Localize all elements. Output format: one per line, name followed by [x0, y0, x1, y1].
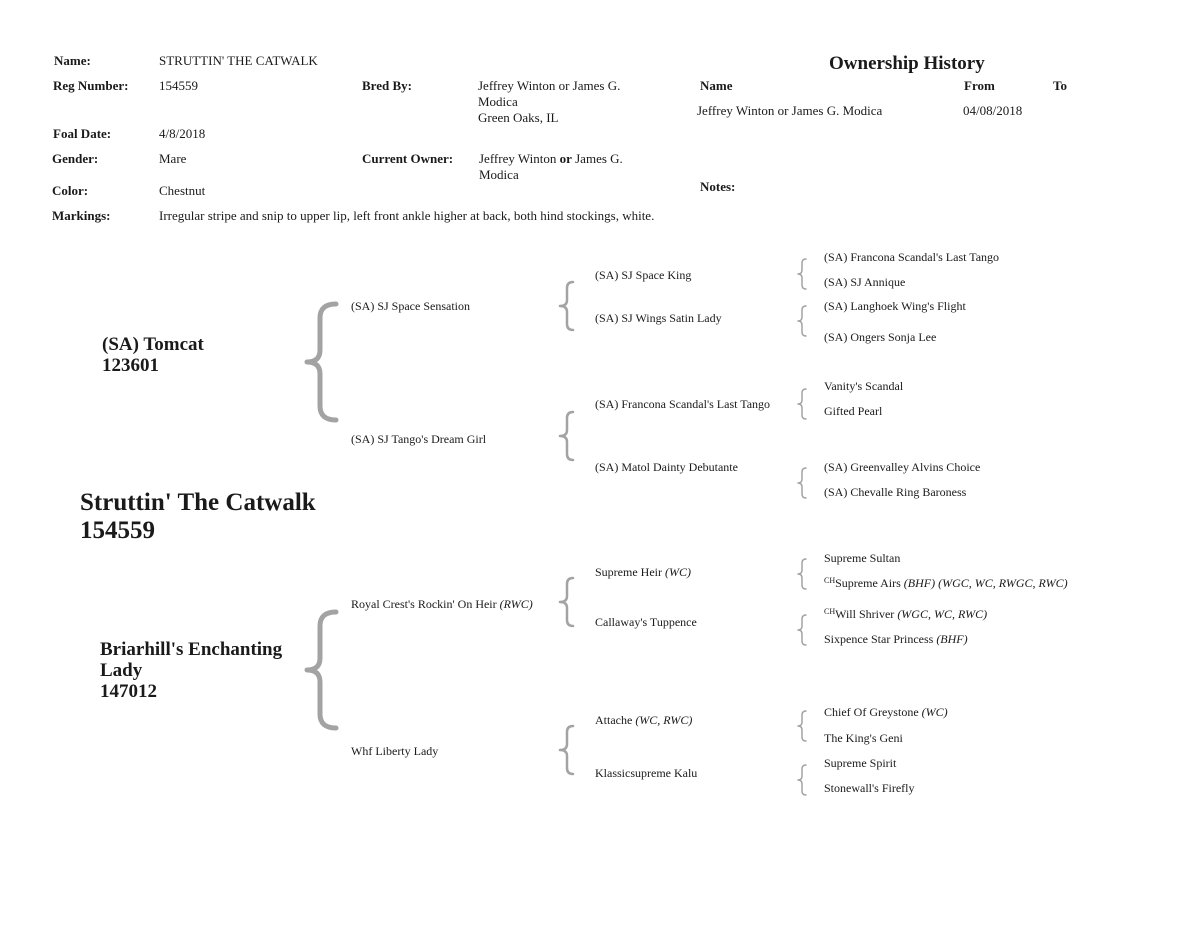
dsds-title: (WGC, WC, RWC): [897, 607, 988, 621]
ssss: (SA) Francona Scandal's Last Tango: [824, 250, 1000, 264]
ddss-title: (WC): [921, 705, 948, 719]
markings-label: Markings:: [52, 208, 111, 223]
brace-dsd: [795, 613, 809, 647]
brace-sss: [795, 257, 809, 291]
ownership-row-from: 04/08/2018: [963, 103, 1023, 118]
dds-title: (WC, RWC): [635, 713, 693, 727]
foal-date-value: 4/8/2018: [159, 126, 206, 141]
name-label: Name:: [54, 53, 91, 68]
brace-ds: [556, 576, 576, 628]
current-owner-value: [479, 151, 649, 183]
dam-name-line2: Lady: [100, 660, 143, 681]
dsss: Supreme Sultan: [824, 551, 901, 565]
owner-name-2: James G. Modica: [479, 151, 623, 182]
brace-sd: [556, 410, 576, 462]
ssd: (SA) SJ Wings Satin Lady: [595, 311, 722, 325]
owner-name-1: Jeffrey Winton: [479, 151, 557, 166]
brace-dss: [795, 557, 809, 591]
dsd: Callaway's Tuppence: [595, 615, 697, 629]
dsds: $^{CH}$Will Shriver (WGC, WC, RWC): [824, 607, 988, 621]
sds: (SA) Francona Scandal's Last Tango: [595, 397, 771, 411]
brace-ss: [556, 280, 576, 332]
sire-brace: [300, 300, 340, 424]
subject-horse-reg: 154559: [80, 517, 155, 544]
dam-sire: Royal Crest's Rockin' On Heir (RWC): [351, 597, 533, 611]
gender-label: Gender:: [52, 151, 99, 166]
color-value: Chestnut: [159, 183, 206, 198]
brace-dds: [795, 709, 809, 743]
ddss: Chief Of Greystone (WC): [824, 705, 948, 719]
sire-sire: (SA) SJ Space Sensation: [351, 299, 470, 313]
breeder-location: Green Oaks, IL: [478, 110, 559, 125]
horse-name-value: STRUTTIN' THE CATWALK: [159, 53, 318, 68]
ssdd: (SA) Ongers Sonja Lee: [824, 330, 937, 344]
dss-title: (WC): [664, 565, 691, 579]
sss: (SA) SJ Space King: [595, 268, 692, 282]
foal-date-label: Foal Date:: [53, 126, 112, 141]
brace-ddd: [795, 763, 809, 797]
dam-dam: Whf Liberty Lady: [351, 744, 439, 758]
dddd: Stonewall's Firefly: [824, 781, 915, 795]
breeder-value: [478, 78, 653, 126]
owner-or: or: [559, 151, 572, 166]
sire-name: (SA) Tomcat: [102, 334, 204, 355]
ownership-history-title: Ownership History: [829, 53, 985, 74]
ddsd: The King's Geni: [824, 731, 903, 745]
sdsd: Gifted Pearl: [824, 404, 883, 418]
notes-label: Notes:: [700, 179, 736, 194]
bred-by-label: Bred By:: [362, 78, 412, 93]
dssd: $^{CH}$Supreme Airs (BHF) (WGC, WC, RWGC, RWC): [824, 576, 1068, 590]
ownership-col-to: To: [1053, 78, 1067, 93]
dam-sire-title: (RWC): [499, 597, 533, 611]
sddd: (SA) Chevalle Ring Baroness: [824, 485, 967, 499]
ownership-col-from: From: [964, 78, 995, 93]
brace-dd: [556, 724, 576, 776]
sssd: (SA) SJ Annique: [824, 275, 906, 289]
dssd-title: (BHF) (WGC, WC, RWGC, RWC): [903, 576, 1068, 590]
dam-reg: 147012: [100, 681, 157, 702]
breeder-name: Jeffrey Winton or James G. Modica: [478, 78, 621, 109]
sdds: (SA) Greenvalley Alvins Choice: [824, 460, 981, 474]
dssd-ch: CH: [824, 576, 836, 585]
sire-reg: 123601: [102, 355, 159, 376]
dsdd: Sixpence Star Princess (BHF): [824, 632, 968, 646]
sdd: (SA) Matol Dainty Debutante: [595, 460, 738, 474]
gender-value: Mare: [159, 151, 187, 166]
ssds: (SA) Langhoek Wing's Flight: [824, 299, 966, 313]
ddds: Supreme Spirit: [824, 756, 897, 770]
sire-dam: (SA) SJ Tango's Dream Girl: [351, 432, 487, 446]
color-label: Color:: [52, 183, 89, 198]
brace-ssd: [795, 304, 809, 338]
current-owner-label: Current Owner:: [362, 151, 454, 166]
dam-name-line1: Briarhill's Enchanting: [100, 639, 283, 660]
brace-sds: [795, 387, 809, 421]
dss: Supreme Heir (WC): [595, 565, 691, 579]
reg-number-label: Reg Number:: [53, 78, 129, 93]
markings-value: Irregular stripe and snip to upper lip, left front ankle higher at back, both hind stockings, white.: [159, 208, 655, 223]
ownership-row-name: Jeffrey Winton or James G. Modica: [697, 103, 883, 118]
dsds-ch: CH: [824, 607, 836, 616]
dsdd-title: (BHF): [936, 632, 968, 646]
sdss: Vanity's Scandal: [824, 379, 904, 393]
reg-number-value: 154559: [159, 78, 198, 93]
ddd: Klassicsupreme Kalu: [595, 766, 698, 780]
brace-sdd: [795, 466, 809, 500]
subject-horse-name: Struttin' The Catwalk: [80, 489, 316, 516]
dds: Attache (WC, RWC): [595, 713, 693, 727]
dam-brace: [300, 608, 340, 732]
ownership-col-name: Name: [700, 78, 733, 93]
